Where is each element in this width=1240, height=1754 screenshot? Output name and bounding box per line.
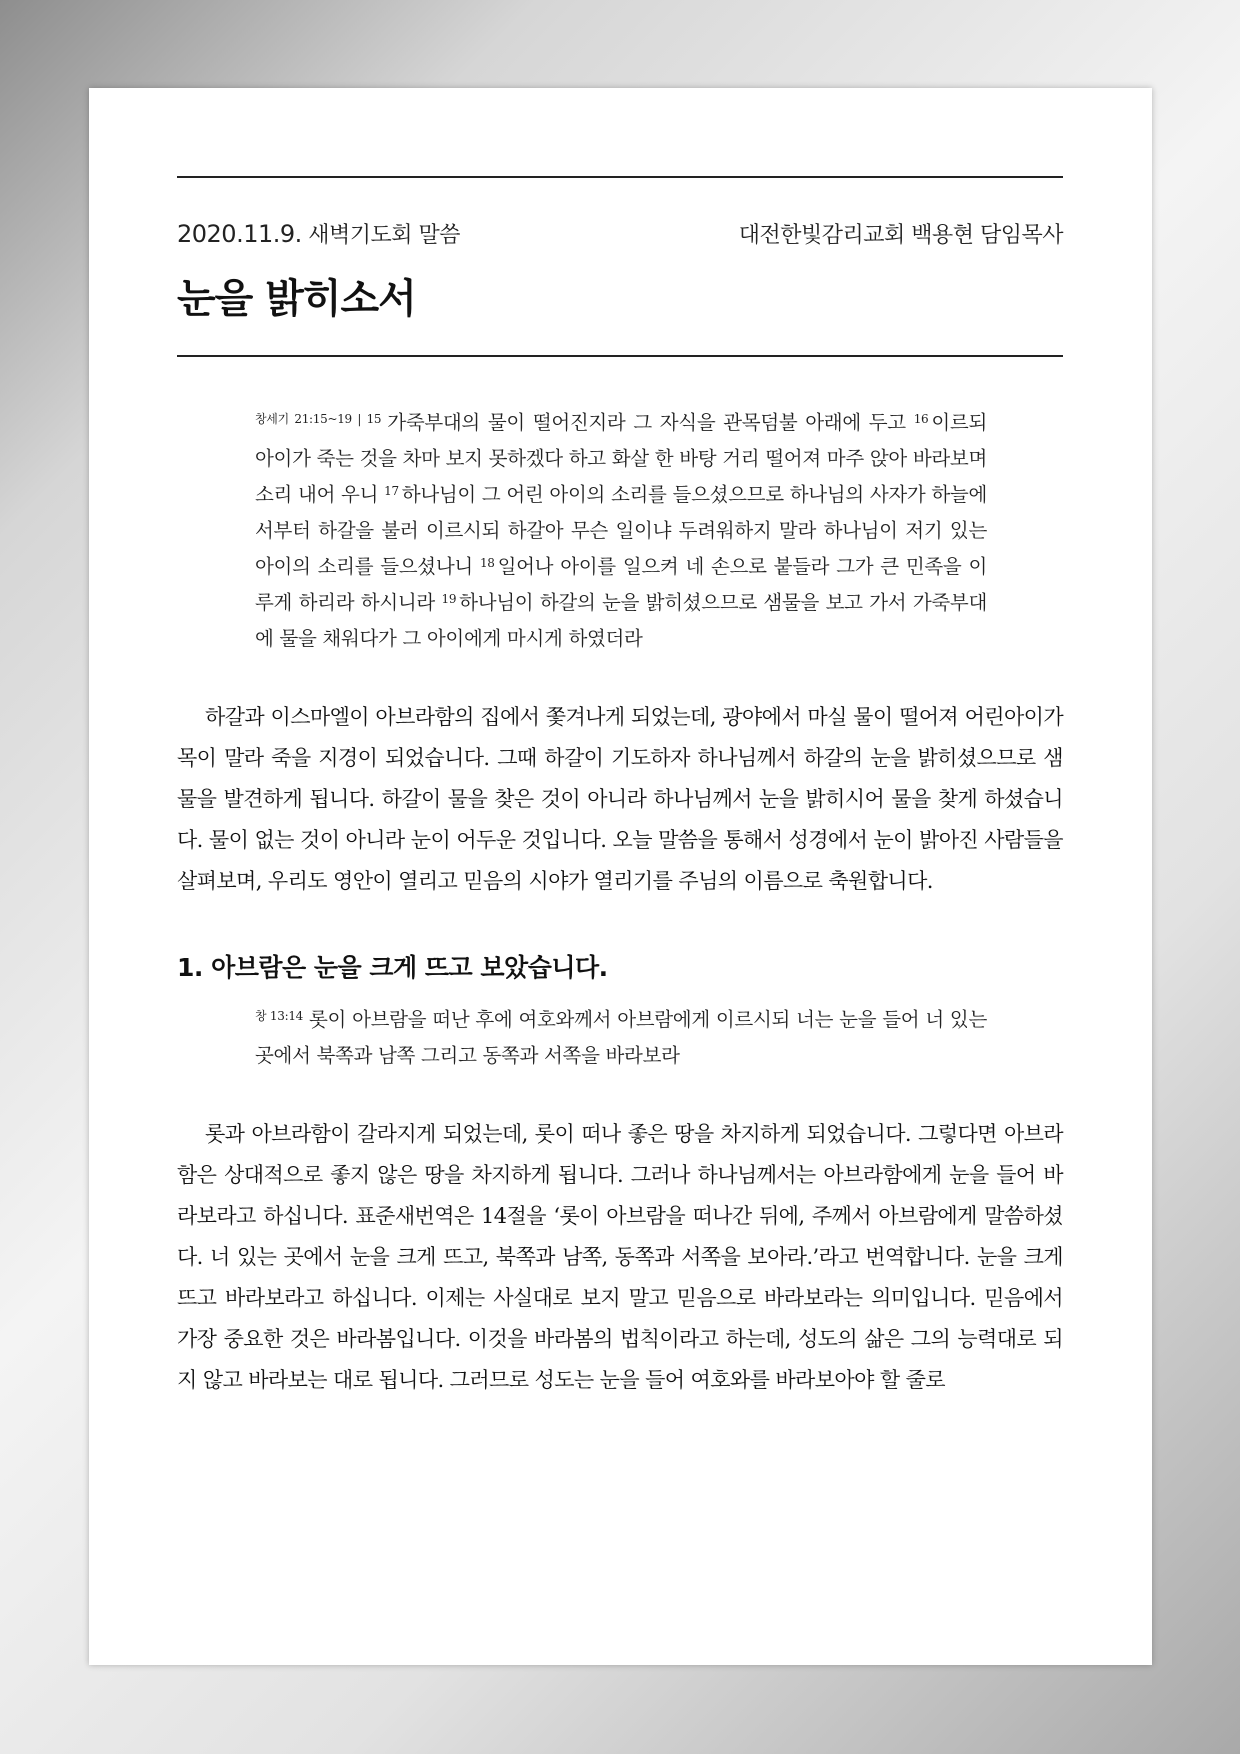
scripture-2-text: 롯이 아브람을 떠난 후에 여호와께서 아브람에게 이르시되 너는 눈을 들어 너 있는 곳에서 북쪽과 남쪽 그리고 동쪽과 서쪽을 바라보라: [255, 1008, 987, 1067]
title-rule: [177, 355, 1063, 357]
page-content: [177, 176, 1063, 1422]
section-heading-1: 1. 아브람은 눈을 크게 뜨고 보았습니다.: [177, 953, 608, 982]
sermon-author: 대전한빛감리교회 백용현 담임목사: [738, 223, 1063, 248]
verse-19-text: 하나님이 하갈의 눈을 밝히셨으므로 샘물을 보고 가서 가죽부대에 물을 채워다가 그 아이에게 마시게 하였더라: [255, 591, 987, 650]
sermon-title: 눈을 밝히소서: [177, 276, 416, 322]
verse-15-text: 가죽부대의 물이 떨어진지라 그 자식을 관목덤불 아래에 두고: [387, 411, 906, 434]
body-paragraph-1: 하갈과 이스마엘이 아브라함의 집에서 쫓겨나게 되었는데, 광야에서 마실 물이 떨어져 어린아이가 목이 말라 죽을 지경이 되었습니다. 그때 하갈이 기도하자 하나님께서 하갈의 눈을 밝히셨으므로 샘물을 발견하게 됩니다. 하갈이 물을 찾은 것이 아니라 하나님께서 눈을 밝히시어 물을 찾게 하셨습니다. 물이 없는 것이 아니라 눈이 어두운 것입니다. 오늘 말씀을 통해서 성경에서 눈이 밝아진 사람들을 살펴보며, 우리도 영안이 열리고 믿음의 시야가 열리기를 주님의 이름으로 축원합니다.: [177, 705, 1063, 893]
top-rule: [177, 176, 1063, 178]
verse-17-text: 하나님이 그 어린 아이의 소리를 들으셨으므로 하나님의 사자가 하늘에서부터 하갈을 불러 이르시되 하갈아 무슨 일이냐 두려워하지 말라 하나님이 저기 있는 아이의 소리를 들으셨나니: [255, 483, 987, 578]
scripture-passage-1: [255, 405, 987, 657]
verse-17-number: 17: [384, 484, 399, 498]
verse-19-number: 19: [441, 592, 457, 606]
verse-16-number: 16: [913, 412, 929, 426]
sermon-event: 새벽기도회 말씀: [308, 223, 461, 248]
document-page: [89, 88, 1152, 1665]
body-paragraph-2: 롯과 아브라함이 갈라지게 되었는데, 롯이 떠나 좋은 땅을 차지하게 되었습니다. 그렇다면 아브라함은 상대적으로 좋지 않은 땅을 차지하게 됩니다. 그러나 하나님께서는 아브라함에게 눈을 들어 바라보라고 하십니다. 표준새번역은 14절을 ‘롯이 아브람을 떠나간 뒤에, 주께서 아브람에게 말씀하셨다. 너 있는 곳에서 눈을 크게 뜨고, 북쪽과 남쪽, 동쪽과 서쪽을 보아라.’라고 번역합니다. 눈을 크게 뜨고 바라보라고 하십니다. 이제는 사실대로 보지 말고 믿음으로 바라보라는 의미입니다. 믿음에서 가장 중요한 것은 바라봄입니다. 이것을 바라봄의 법칙이라고 하는데, 성도의 삶은 그의 능력대로 되지 않고 바라보는 대로 됩니다. 그러므로 성도는 눈을 들어 여호와를 바라보아야 할 줄로: [177, 1122, 1063, 1392]
sermon-date: 2020.11.9.: [177, 220, 302, 248]
scripture-passage-2: [255, 1002, 987, 1074]
sermon-header: [177, 218, 1063, 249]
scripture-reference-2: 창 13:14: [255, 1009, 304, 1023]
verse-18-number: 18: [479, 556, 495, 570]
scripture-reference: 창세기 21:15~19 | 15: [255, 412, 382, 426]
sermon-date-line: [177, 218, 460, 249]
verse-16-text: 이르되 아이가 죽는 것을 차마 보지 못하겠다 하고 화살 한 바탕 거리 떨어져 마주 앉아 바라보며 소리 내어 우니: [255, 411, 987, 506]
verse-18-text: 일어나 아이를 일으켜 네 손으로 붙들라 그가 큰 민족을 이루게 하리라 하시니라: [255, 555, 987, 614]
